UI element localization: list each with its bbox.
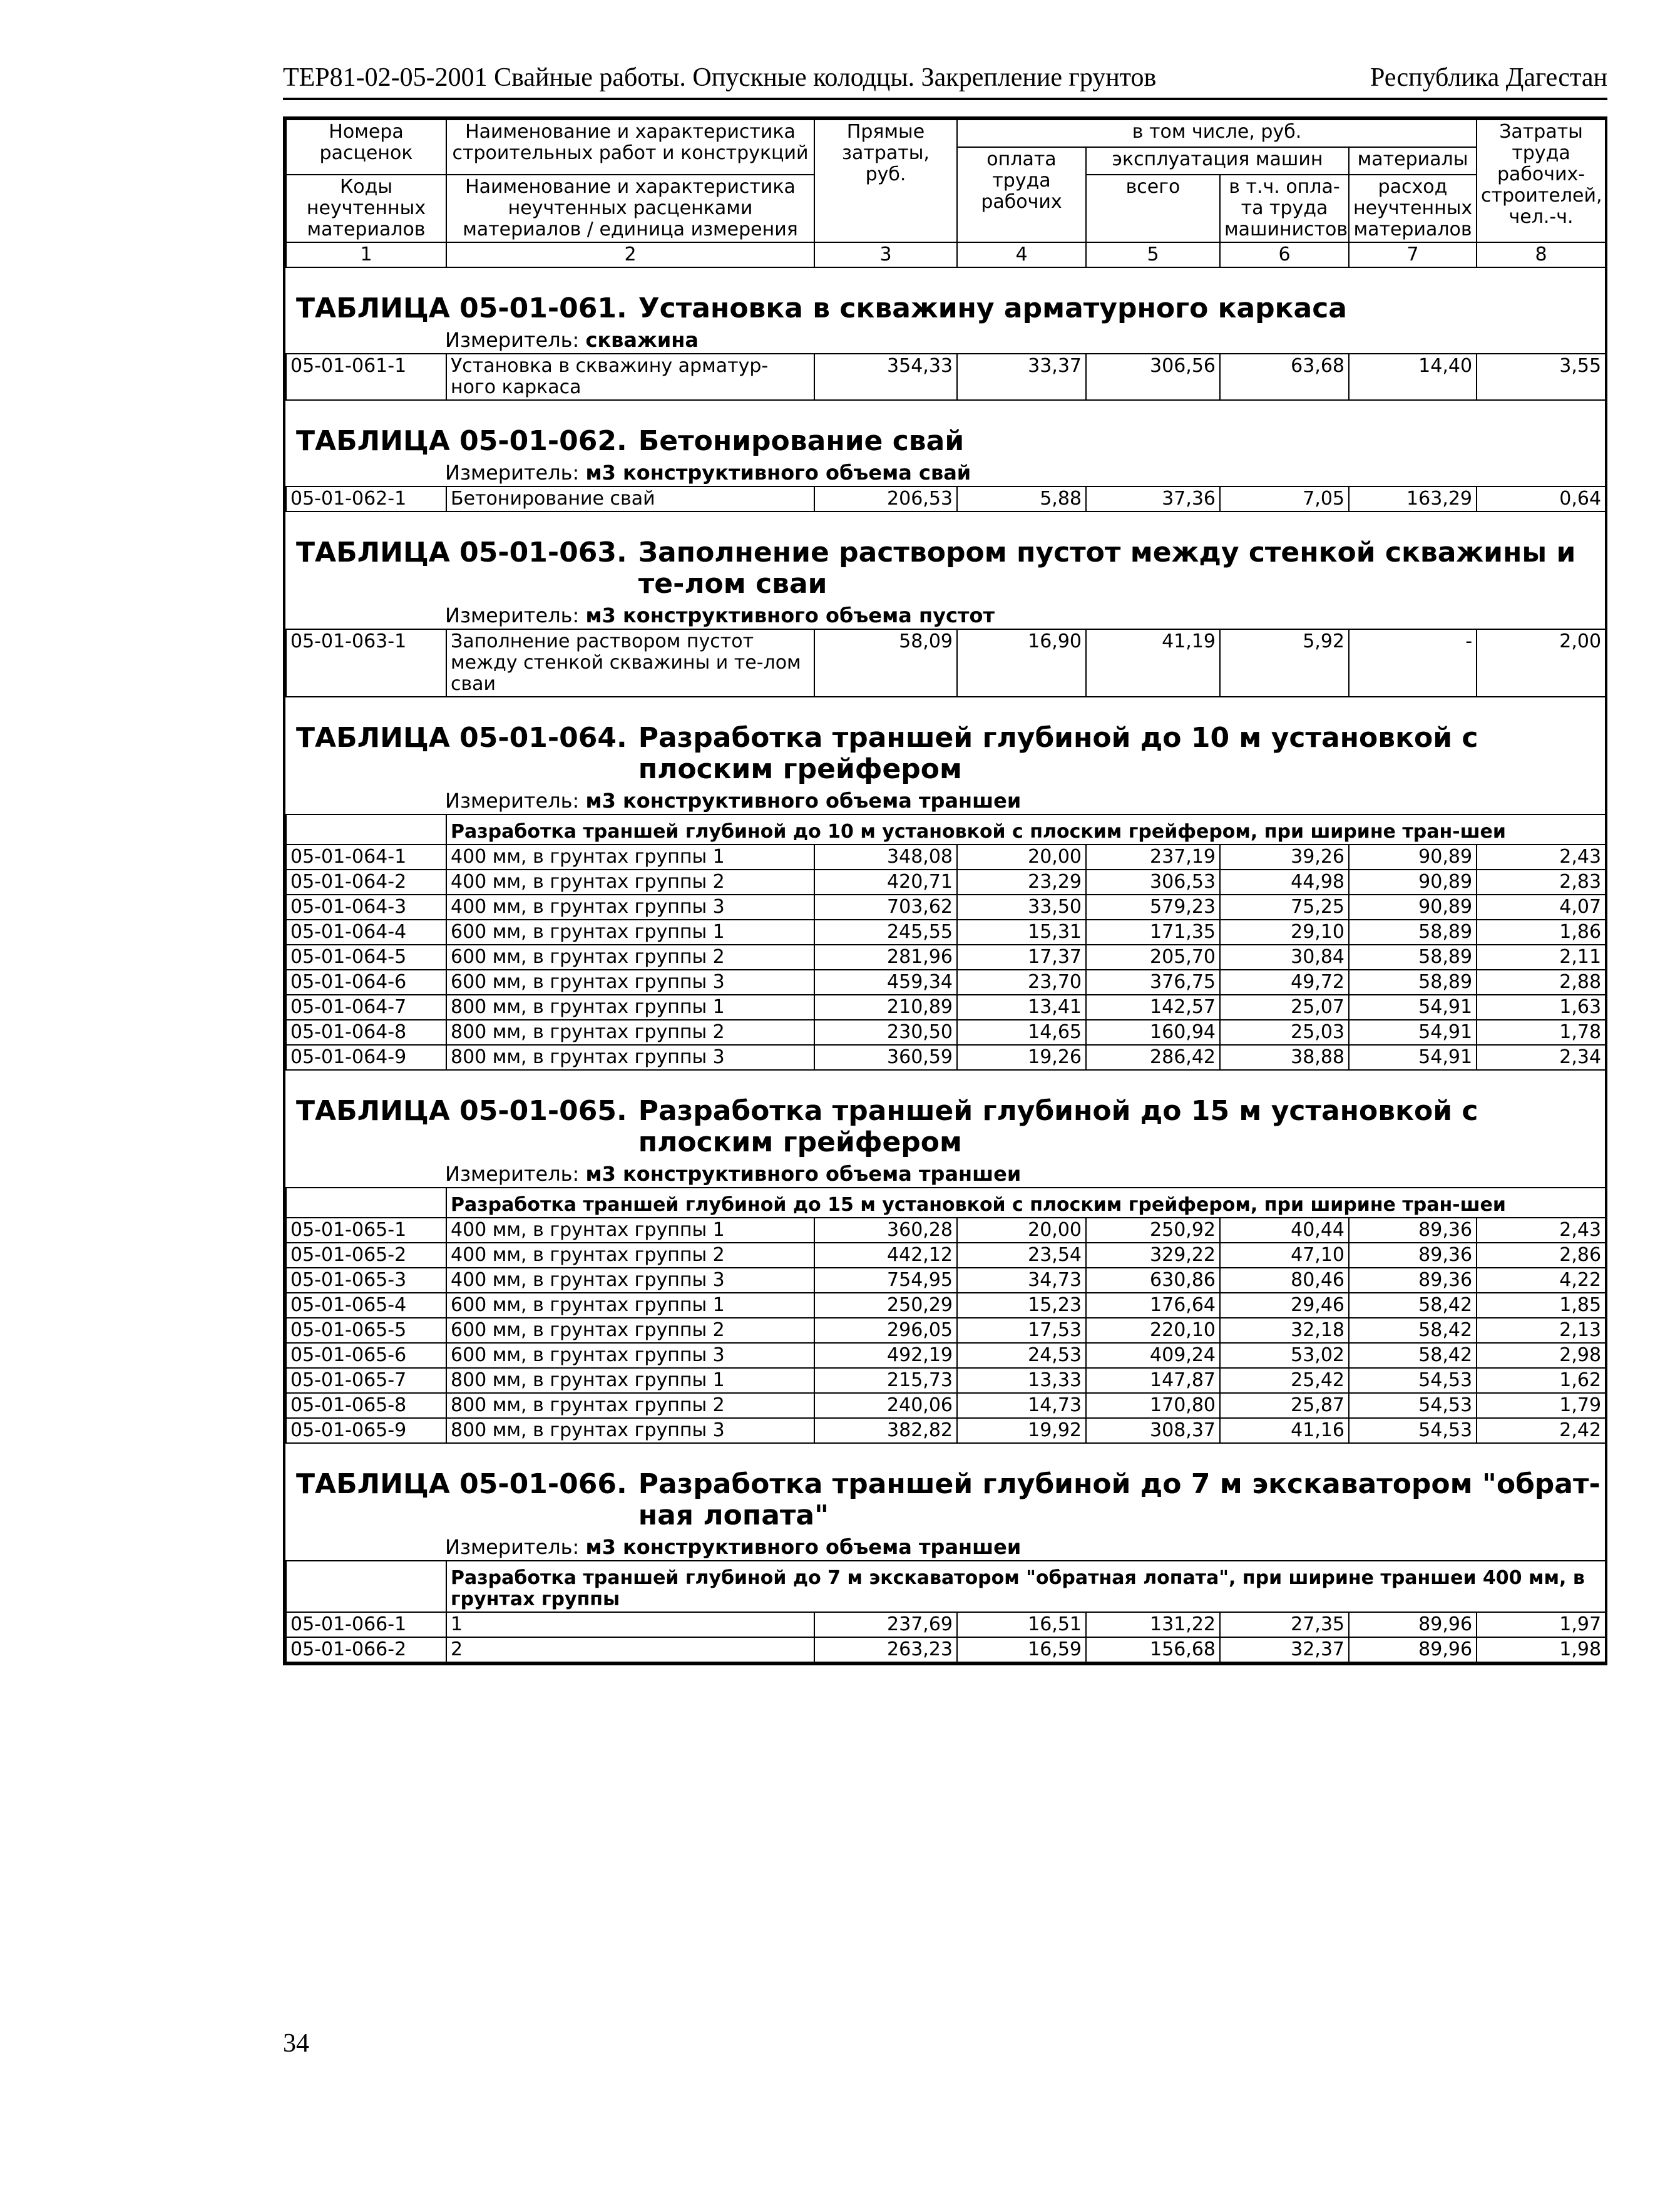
rate-value: 49,72 xyxy=(1220,970,1349,995)
rates-grid xyxy=(285,119,1606,1663)
table-caption-row xyxy=(286,400,1606,486)
rate-code: 05-01-065-3 xyxy=(286,1268,446,1293)
rate-value: 2,98 xyxy=(1477,1343,1606,1368)
table-row xyxy=(286,970,1606,995)
col-direct-costs: Прямые затраты, руб. xyxy=(814,120,957,242)
rate-code: 05-01-063-1 xyxy=(286,629,446,697)
rate-value: 281,96 xyxy=(814,945,957,970)
col-number: 3 xyxy=(814,242,957,267)
rate-value: 240,06 xyxy=(814,1393,957,1418)
table-number: ТАБЛИЦА 05-01-063. xyxy=(296,537,627,568)
col-incl-drivers: в т.ч. опла-та труда машинистов xyxy=(1220,175,1349,242)
meter-unit: м3 конструктивного объема траншеи xyxy=(585,1535,1022,1559)
table-row xyxy=(286,995,1606,1020)
col-labor-pay: оплата труда рабочих xyxy=(957,147,1086,242)
rate-value: 80,46 xyxy=(1220,1268,1349,1293)
rate-name: 400 мм, в грунтах группы 2 xyxy=(446,870,814,895)
running-header xyxy=(283,63,1607,93)
col-number: 7 xyxy=(1349,242,1477,267)
col-number: 5 xyxy=(1086,242,1220,267)
rate-value: 34,73 xyxy=(957,1268,1086,1293)
rate-name: 600 мм, в грунтах группы 3 xyxy=(446,970,814,995)
rate-value: 53,02 xyxy=(1220,1343,1349,1368)
meter-unit: м3 конструктивного объема свай xyxy=(585,461,971,485)
rate-name: 400 мм, в грунтах группы 1 xyxy=(446,845,814,870)
col-codes: Коды неучтенных материалов xyxy=(286,175,446,242)
table-row xyxy=(286,486,1606,511)
rate-name: 800 мм, в грунтах группы 3 xyxy=(446,1045,814,1070)
col-name-materials: Наименование и характеристика неучтенных расценками материалов / единица измерения xyxy=(446,175,814,242)
rate-value: 41,19 xyxy=(1086,629,1220,697)
rate-value: 58,89 xyxy=(1349,920,1477,945)
rate-name: 600 мм, в грунтах группы 3 xyxy=(446,1343,814,1368)
table-row xyxy=(286,845,1606,870)
subheading-row xyxy=(286,815,1606,845)
rate-value: 54,53 xyxy=(1349,1393,1477,1418)
meter-label: Измеритель: xyxy=(445,461,580,485)
rate-value: 44,98 xyxy=(1220,870,1349,895)
table-caption xyxy=(286,697,1606,785)
rate-value: 89,96 xyxy=(1349,1612,1477,1637)
header-rule xyxy=(283,98,1607,100)
header-row-1 xyxy=(286,120,1606,147)
rate-value: 2,86 xyxy=(1477,1243,1606,1268)
page-number: 34 xyxy=(283,2029,309,2058)
rate-value: 1,97 xyxy=(1477,1612,1606,1637)
rate-value: 306,56 xyxy=(1086,354,1220,400)
rate-value: 160,94 xyxy=(1086,1020,1220,1045)
rate-value: 286,42 xyxy=(1086,1045,1220,1070)
rate-value: 4,22 xyxy=(1477,1268,1606,1293)
rate-value: 754,95 xyxy=(814,1268,957,1293)
meter-line xyxy=(286,600,1606,629)
rate-value: 13,33 xyxy=(957,1368,1086,1393)
subheading-row xyxy=(286,1188,1606,1218)
rate-value: 206,53 xyxy=(814,486,957,511)
rate-value: 58,42 xyxy=(1349,1343,1477,1368)
rate-code: 05-01-064-3 xyxy=(286,895,446,920)
rate-value: 58,09 xyxy=(814,629,957,697)
table-row xyxy=(286,1045,1606,1070)
col-number: 8 xyxy=(1477,242,1606,267)
rate-value: 1,78 xyxy=(1477,1020,1606,1045)
table-caption-row xyxy=(286,697,1606,815)
rate-value: 25,03 xyxy=(1220,1020,1349,1045)
rate-value: 1,86 xyxy=(1477,920,1606,945)
rate-value: 579,23 xyxy=(1086,895,1220,920)
rate-value: 14,73 xyxy=(957,1393,1086,1418)
rate-value: 58,89 xyxy=(1349,945,1477,970)
rate-value: 2,83 xyxy=(1477,870,1606,895)
rate-code: 05-01-064-4 xyxy=(286,920,446,945)
rate-value: 54,53 xyxy=(1349,1418,1477,1443)
table-number: ТАБЛИЦА 05-01-066. xyxy=(296,1468,627,1500)
rate-name: 400 мм, в грунтах группы 3 xyxy=(446,895,814,920)
rate-value: 17,37 xyxy=(957,945,1086,970)
table-title: Разработка траншей глубиной до 7 м экскаватором "обрат-ная лопата" xyxy=(638,1468,1601,1531)
rate-value: 215,73 xyxy=(814,1368,957,1393)
rate-name: 1 xyxy=(446,1612,814,1637)
rate-name: Бетонирование свай xyxy=(446,486,814,511)
rate-value: 237,69 xyxy=(814,1612,957,1637)
rate-name: 400 мм, в грунтах группы 1 xyxy=(446,1218,814,1243)
rate-code: 05-01-064-9 xyxy=(286,1045,446,1070)
rate-value: 16,51 xyxy=(957,1612,1086,1637)
rate-value: 33,50 xyxy=(957,895,1086,920)
rate-value: 30,84 xyxy=(1220,945,1349,970)
col-labor: Затраты труда рабочих-строителей, чел.-ч. xyxy=(1477,120,1606,242)
rate-value: 205,70 xyxy=(1086,945,1220,970)
table-caption xyxy=(286,1444,1606,1531)
table-number: ТАБЛИЦА 05-01-061. xyxy=(296,292,627,324)
rate-value: 23,70 xyxy=(957,970,1086,995)
rate-value: 90,89 xyxy=(1349,895,1477,920)
rate-value: 25,87 xyxy=(1220,1393,1349,1418)
rate-value: 16,59 xyxy=(957,1637,1086,1662)
rate-value: 4,07 xyxy=(1477,895,1606,920)
rate-value: 459,34 xyxy=(814,970,957,995)
rate-value: 24,53 xyxy=(957,1343,1086,1368)
rate-value: 1,85 xyxy=(1477,1293,1606,1318)
rate-code: 05-01-065-4 xyxy=(286,1293,446,1318)
rate-code: 05-01-066-2 xyxy=(286,1637,446,1662)
rate-value: 329,22 xyxy=(1086,1243,1220,1268)
rate-value: 29,46 xyxy=(1220,1293,1349,1318)
meter-line xyxy=(286,324,1606,353)
table-row xyxy=(286,1293,1606,1318)
rate-value: 2,43 xyxy=(1477,1218,1606,1243)
rate-value: 58,42 xyxy=(1349,1318,1477,1343)
rate-value: 2,42 xyxy=(1477,1418,1606,1443)
rate-code: 05-01-065-6 xyxy=(286,1343,446,1368)
rate-value: 20,00 xyxy=(957,1218,1086,1243)
rate-value: 250,29 xyxy=(814,1293,957,1318)
rate-value: 16,90 xyxy=(957,629,1086,697)
table-caption-row xyxy=(286,1443,1606,1561)
rate-value: 2,00 xyxy=(1477,629,1606,697)
rate-value: 13,41 xyxy=(957,995,1086,1020)
rate-code: 05-01-065-7 xyxy=(286,1368,446,1393)
rate-value: 147,87 xyxy=(1086,1368,1220,1393)
rate-code: 05-01-061-1 xyxy=(286,354,446,400)
rate-name: Заполнение раствором пустот между стенкой скважины и те-лом сваи xyxy=(446,629,814,697)
rate-name: 400 мм, в грунтах группы 2 xyxy=(446,1243,814,1268)
table-row xyxy=(286,1218,1606,1243)
rate-value: 492,19 xyxy=(814,1343,957,1368)
rate-value: 2,43 xyxy=(1477,845,1606,870)
rate-value: 58,89 xyxy=(1349,970,1477,995)
rate-value: 348,08 xyxy=(814,845,957,870)
rate-value: 131,22 xyxy=(1086,1612,1220,1637)
rate-value: 75,25 xyxy=(1220,895,1349,920)
table-row xyxy=(286,354,1606,400)
rate-value: 27,35 xyxy=(1220,1612,1349,1637)
rate-value: 54,91 xyxy=(1349,1020,1477,1045)
rate-value: 40,44 xyxy=(1220,1218,1349,1243)
rate-value: 32,18 xyxy=(1220,1318,1349,1343)
rate-value: 237,19 xyxy=(1086,845,1220,870)
rate-value: 442,12 xyxy=(814,1243,957,1268)
table-row xyxy=(286,1418,1606,1443)
rate-name: 800 мм, в грунтах группы 1 xyxy=(446,995,814,1020)
rate-value: 15,31 xyxy=(957,920,1086,945)
meter-label: Измеритель: xyxy=(445,328,580,352)
table-row xyxy=(286,920,1606,945)
rate-name: 400 мм, в грунтах группы 3 xyxy=(446,1268,814,1293)
rate-name: 800 мм, в грунтах группы 1 xyxy=(446,1368,814,1393)
table-caption-row xyxy=(286,1070,1606,1188)
rate-value: 2,11 xyxy=(1477,945,1606,970)
table-row xyxy=(286,1020,1606,1045)
rate-code: 05-01-064-8 xyxy=(286,1020,446,1045)
rate-value: 263,23 xyxy=(814,1637,957,1662)
rate-value: 29,10 xyxy=(1220,920,1349,945)
rate-code: 05-01-064-1 xyxy=(286,845,446,870)
rate-value: 220,10 xyxy=(1086,1318,1220,1343)
table-row xyxy=(286,629,1606,697)
rate-value: 47,10 xyxy=(1220,1243,1349,1268)
rate-value: 41,16 xyxy=(1220,1418,1349,1443)
table-row xyxy=(286,870,1606,895)
col-unaccounted: расход неучтенных материалов xyxy=(1349,175,1477,242)
table-title: Разработка траншей глубиной до 10 м установкой с плоским грейфером xyxy=(638,722,1478,785)
meter-unit: м3 конструктивного объема пустот xyxy=(585,604,995,627)
rate-value: 89,36 xyxy=(1349,1268,1477,1293)
rate-name: 800 мм, в грунтах группы 2 xyxy=(446,1393,814,1418)
rate-value: 63,68 xyxy=(1220,354,1349,400)
table-title: Бетонирование свай xyxy=(638,425,965,457)
table-title: Установка в скважину арматурного каркаса xyxy=(638,292,1347,324)
rate-value: 3,55 xyxy=(1477,354,1606,400)
meter-label: Измеритель: xyxy=(445,604,580,627)
col-materials: материалы xyxy=(1349,147,1477,175)
table-caption xyxy=(286,268,1606,324)
rate-code: 05-01-065-1 xyxy=(286,1218,446,1243)
rate-value: 32,37 xyxy=(1220,1637,1349,1662)
rate-code: 05-01-065-2 xyxy=(286,1243,446,1268)
rate-value: 90,89 xyxy=(1349,845,1477,870)
rate-value: 703,62 xyxy=(814,895,957,920)
table-caption-row xyxy=(286,267,1606,354)
col-name-works: Наименование и характеристика строительных работ и конструкций xyxy=(446,120,814,175)
table-row xyxy=(286,895,1606,920)
subheading: Разработка траншей глубиной до 7 м экскаватором "обратная лопата", при ширине траншеи 400 мм, в грунтах группы xyxy=(446,1561,1606,1612)
rate-value: 58,42 xyxy=(1349,1293,1477,1318)
rate-value: 360,59 xyxy=(814,1045,957,1070)
rate-code: 05-01-064-6 xyxy=(286,970,446,995)
rate-value: 420,71 xyxy=(814,870,957,895)
subheading: Разработка траншей глубиной до 15 м установкой с плоским грейфером, при ширине тран-шеи xyxy=(446,1188,1606,1218)
rate-value: 2,13 xyxy=(1477,1318,1606,1343)
subheading: Разработка траншей глубиной до 10 м установкой с плоским грейфером, при ширине тран-шеи xyxy=(446,815,1606,845)
rate-value: - xyxy=(1349,629,1477,697)
rate-value: 20,00 xyxy=(957,845,1086,870)
rate-value: 7,05 xyxy=(1220,486,1349,511)
rate-value: 163,29 xyxy=(1349,486,1477,511)
table-caption-row xyxy=(286,511,1606,629)
meter-line xyxy=(286,785,1606,814)
meter-line xyxy=(286,1158,1606,1187)
rate-value: 37,36 xyxy=(1086,486,1220,511)
rate-value: 25,42 xyxy=(1220,1368,1349,1393)
rate-value: 19,92 xyxy=(957,1418,1086,1443)
rate-code: 05-01-064-5 xyxy=(286,945,446,970)
rate-value: 1,63 xyxy=(1477,995,1606,1020)
rate-value: 0,64 xyxy=(1477,486,1606,511)
rate-code: 05-01-065-8 xyxy=(286,1393,446,1418)
table-row xyxy=(286,1268,1606,1293)
table-row xyxy=(286,1393,1606,1418)
rate-code: 05-01-065-9 xyxy=(286,1418,446,1443)
rate-value: 89,36 xyxy=(1349,1218,1477,1243)
col-total: всего xyxy=(1086,175,1220,242)
rate-value: 382,82 xyxy=(814,1418,957,1443)
rate-value: 23,54 xyxy=(957,1243,1086,1268)
table-row xyxy=(286,1318,1606,1343)
meter-line xyxy=(286,457,1606,486)
rate-name: 600 мм, в грунтах группы 1 xyxy=(446,920,814,945)
rate-value: 89,36 xyxy=(1349,1243,1477,1268)
rate-value: 23,29 xyxy=(957,870,1086,895)
table-title: Заполнение раствором пустот между стенкой скважины и те-лом сваи xyxy=(638,537,1576,600)
rate-value: 376,75 xyxy=(1086,970,1220,995)
rate-value: 230,50 xyxy=(814,1020,957,1045)
meter-label: Измеритель: xyxy=(445,1535,580,1559)
rate-value: 5,92 xyxy=(1220,629,1349,697)
rate-value: 14,65 xyxy=(957,1020,1086,1045)
meter-line xyxy=(286,1531,1606,1560)
meter-unit: скважина xyxy=(585,328,699,352)
rate-value: 33,37 xyxy=(957,354,1086,400)
rate-value: 89,96 xyxy=(1349,1637,1477,1662)
rate-name: 2 xyxy=(446,1637,814,1662)
price-table xyxy=(283,116,1607,1665)
col-number: 6 xyxy=(1220,242,1349,267)
rate-code: 05-01-064-7 xyxy=(286,995,446,1020)
rate-value: 250,92 xyxy=(1086,1218,1220,1243)
rate-code: 05-01-062-1 xyxy=(286,486,446,511)
rate-value: 409,24 xyxy=(1086,1343,1220,1368)
rate-value: 39,26 xyxy=(1220,845,1349,870)
table-number: ТАБЛИЦА 05-01-065. xyxy=(296,1095,627,1127)
rate-value: 14,40 xyxy=(1349,354,1477,400)
table-row xyxy=(286,1243,1606,1268)
meter-label: Измеритель: xyxy=(445,1162,580,1186)
rate-value: 54,91 xyxy=(1349,995,1477,1020)
meter-unit: м3 конструктивного объема траншеи xyxy=(585,789,1022,813)
rate-value: 38,88 xyxy=(1220,1045,1349,1070)
rate-value: 2,88 xyxy=(1477,970,1606,995)
meter-unit: м3 конструктивного объема траншеи xyxy=(585,1162,1022,1186)
col-number: 2 xyxy=(446,242,814,267)
rate-value: 90,89 xyxy=(1349,870,1477,895)
table-caption xyxy=(286,401,1606,457)
rate-value: 245,55 xyxy=(814,920,957,945)
rate-name: 600 мм, в грунтах группы 1 xyxy=(446,1293,814,1318)
rate-value: 296,05 xyxy=(814,1318,957,1343)
meter-label: Измеритель: xyxy=(445,789,580,813)
document-title: ТЕР81-02-05-2001 Свайные работы. Опускные колодцы. Закрепление грунтов xyxy=(283,63,1157,92)
table-row xyxy=(286,945,1606,970)
rate-code: 05-01-065-5 xyxy=(286,1318,446,1343)
rate-value: 171,35 xyxy=(1086,920,1220,945)
rate-value: 354,33 xyxy=(814,354,957,400)
col-incl: в том числе, руб. xyxy=(957,120,1477,147)
col-number: 4 xyxy=(957,242,1086,267)
table-caption xyxy=(286,512,1606,600)
rate-name: 800 мм, в грунтах группы 3 xyxy=(446,1418,814,1443)
rate-value: 308,37 xyxy=(1086,1418,1220,1443)
rate-value: 17,53 xyxy=(957,1318,1086,1343)
rate-value: 176,64 xyxy=(1086,1293,1220,1318)
rate-name: 600 мм, в грунтах группы 2 xyxy=(446,945,814,970)
rate-value: 170,80 xyxy=(1086,1393,1220,1418)
table-row xyxy=(286,1368,1606,1393)
table-row xyxy=(286,1637,1606,1662)
rate-value: 5,88 xyxy=(957,486,1086,511)
rate-value: 156,68 xyxy=(1086,1637,1220,1662)
table-row xyxy=(286,1612,1606,1637)
table-row xyxy=(286,1343,1606,1368)
rate-value: 15,23 xyxy=(957,1293,1086,1318)
rate-value: 54,53 xyxy=(1349,1368,1477,1393)
rate-name: 800 мм, в грунтах группы 2 xyxy=(446,1020,814,1045)
rate-value: 630,86 xyxy=(1086,1268,1220,1293)
rate-value: 1,98 xyxy=(1477,1637,1606,1662)
table-number: ТАБЛИЦА 05-01-064. xyxy=(296,722,627,754)
rate-value: 1,62 xyxy=(1477,1368,1606,1393)
subheading-row xyxy=(286,1561,1606,1612)
rate-code: 05-01-066-1 xyxy=(286,1612,446,1637)
rate-value: 142,57 xyxy=(1086,995,1220,1020)
column-numbers-row xyxy=(286,242,1606,267)
rate-value: 1,79 xyxy=(1477,1393,1606,1418)
table-title: Разработка траншей глубиной до 15 м установкой с плоским грейфером xyxy=(638,1095,1478,1158)
rate-value: 210,89 xyxy=(814,995,957,1020)
rate-value: 306,53 xyxy=(1086,870,1220,895)
rate-name: Установка в скважину арматур-ного каркаса xyxy=(446,354,814,400)
rate-value: 2,34 xyxy=(1477,1045,1606,1070)
rate-value: 54,91 xyxy=(1349,1045,1477,1070)
table-caption xyxy=(286,1071,1606,1158)
rate-value: 25,07 xyxy=(1220,995,1349,1020)
table-number: ТАБЛИЦА 05-01-062. xyxy=(296,425,627,457)
col-machines: эксплуатация машин xyxy=(1086,147,1349,175)
rate-value: 19,26 xyxy=(957,1045,1086,1070)
rate-name: 600 мм, в грунтах группы 2 xyxy=(446,1318,814,1343)
col-number: 1 xyxy=(286,242,446,267)
rate-code: 05-01-064-2 xyxy=(286,870,446,895)
rate-value: 360,28 xyxy=(814,1218,957,1243)
region-label: Республика Дагестан xyxy=(1370,63,1607,92)
col-num-rates: Номера расценок xyxy=(286,120,446,175)
